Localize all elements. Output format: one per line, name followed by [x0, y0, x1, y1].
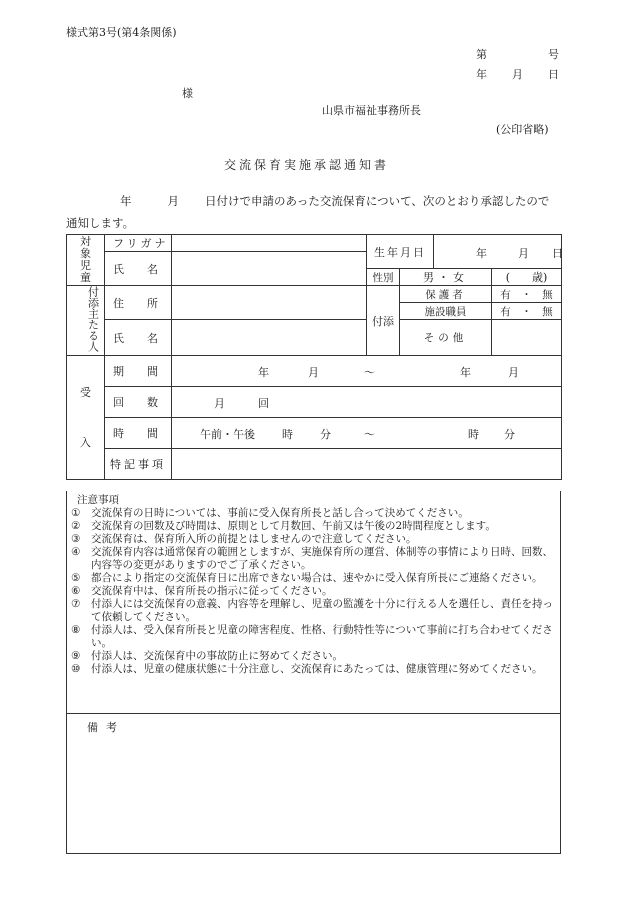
note-item: [71, 572, 556, 585]
note-number: ⑦: [71, 598, 81, 610]
time-start-hour: 時: [282, 428, 293, 441]
note-number: ⑤: [71, 572, 81, 584]
birth-date-label: 生年月日: [367, 235, 434, 269]
child-name-label: 氏 名: [105, 252, 172, 286]
date-day: 日: [548, 68, 559, 81]
time-ampm: 午前・午後: [200, 428, 255, 441]
other-label: その他: [400, 320, 492, 356]
sender: 山県市福祉事務所長: [322, 104, 421, 117]
time-field[interactable]: [172, 418, 562, 449]
attendant-name-field[interactable]: [172, 320, 367, 356]
period-end-month: 月: [508, 366, 519, 379]
attendant-label: 付添: [367, 286, 400, 356]
count-label: 回 数: [105, 387, 172, 418]
note-item: [71, 585, 556, 598]
date-month: 月: [512, 68, 523, 81]
note-item: [71, 533, 556, 546]
furigana-label: フリガナ: [105, 235, 172, 252]
form-table: [66, 234, 562, 480]
count-times: 回: [258, 397, 269, 410]
sex-field[interactable]: 男・女: [400, 269, 492, 286]
count-field[interactable]: [172, 387, 562, 418]
note-item: [71, 650, 556, 663]
child-section-label: 対象児童: [67, 235, 105, 286]
note-text: 付添人は、児童の健康状態に十分注意し、交流保育にあたっては、健康管理に努めてください。: [91, 663, 543, 675]
time-start-minute: 分: [320, 428, 331, 441]
doc-no-suffix: 号: [548, 48, 559, 61]
notes-section: [66, 491, 561, 714]
note-number: ②: [71, 520, 81, 532]
time-end-hour: 時: [468, 428, 479, 441]
note-number: ⑥: [71, 585, 81, 597]
facility-staff-label: 施設職員: [400, 303, 492, 320]
seal-note: (公印省略): [496, 123, 549, 136]
note-item: [71, 507, 556, 520]
time-end-minute: 分: [504, 428, 515, 441]
address-field[interactable]: [172, 286, 367, 320]
guardian-label: 保護者: [400, 286, 492, 303]
acceptance-section-label: 受入: [67, 356, 105, 480]
period-tilde: ～: [364, 366, 375, 379]
note-text: 交流保育の回数及び時間は、原則として月数回、午前又は午後の2時間程度とします。: [91, 520, 496, 532]
note-text: 交流保育中は、保育所長の指示に従ってください。: [91, 585, 333, 597]
body-month: 月: [167, 194, 179, 208]
address-label: 住 所: [105, 286, 172, 320]
note-text: 付添人は、交流保育中の事故防止に努めてください。: [91, 650, 343, 662]
time-label: 時 間: [105, 418, 172, 449]
note-item: [71, 546, 556, 572]
period-end-year: 年: [460, 366, 471, 379]
special-notes-label: 特記事項: [105, 449, 172, 480]
period-field[interactable]: [172, 356, 562, 387]
note-item: [71, 520, 556, 533]
count-month: 月: [214, 397, 225, 410]
facility-staff-field[interactable]: 有 ・ 無: [492, 303, 562, 320]
date-year: 年: [476, 68, 487, 81]
notes-title: 注意事項: [77, 494, 119, 506]
child-name-field[interactable]: [172, 252, 367, 286]
note-text: 交流保育の日時については、事前に受入保育所長と話し合って決めてください。: [91, 507, 469, 519]
document-title: 交流保育実施承認通知書: [224, 158, 390, 172]
note-number: ④: [71, 546, 81, 558]
body-sentence: 日付けで申請のあった交流保育について、次のとおり承認したので通知します。: [66, 194, 550, 230]
form-number: 様式第3号(第4条関係): [66, 26, 177, 39]
note-text: 付添人は、受入保育所長と児童の障害程度、性格、行動特性等について事前に打ち合わせてください。: [91, 624, 553, 649]
doc-no-prefix: 第: [476, 48, 487, 61]
period-label: 期 間: [105, 356, 172, 387]
note-number: ③: [71, 533, 81, 545]
body-text: [66, 190, 560, 234]
special-notes-field[interactable]: [172, 449, 562, 480]
note-item: [71, 624, 556, 650]
time-tilde: ～: [364, 428, 375, 441]
remarks-label: 備考: [87, 721, 125, 734]
period-start-month: 月: [308, 366, 319, 379]
birth-date-field[interactable]: [434, 235, 562, 269]
note-text: 付添人には交流保育の意義、内容等を理解し、児童の監護を十分に行える人を選任し、責任を持って依頼してください。: [91, 598, 553, 623]
note-number: ⑩: [71, 663, 81, 675]
age-field[interactable]: ( 歳): [492, 269, 562, 286]
other-field[interactable]: [492, 320, 562, 356]
note-number: ⑨: [71, 650, 81, 662]
guardian-field[interactable]: 有 ・ 無: [492, 286, 562, 303]
note-number: ⑧: [71, 624, 81, 636]
body-year: 年: [120, 194, 132, 208]
note-text: 交流保育内容は通常保育の範囲としますが、実施保育所の運営、体制等の事情により日時、回数、内容等の変更がありますのでご了承ください。: [91, 546, 553, 571]
birth-day: 日: [552, 246, 563, 260]
remarks-section[interactable]: [66, 714, 561, 854]
note-item: [71, 663, 556, 676]
birth-year: 年: [476, 246, 487, 260]
birth-month: 月: [518, 246, 529, 260]
furigana-field[interactable]: [172, 235, 367, 252]
addressee: 様: [182, 87, 193, 100]
note-text: 交流保育は、保育所入所の前提とはしませんので注意してください。: [91, 533, 417, 545]
sex-label: 性別: [367, 269, 400, 286]
attendant-section-label: 付添主たる人: [67, 286, 105, 356]
period-start-year: 年: [258, 366, 269, 379]
note-item: [71, 598, 556, 624]
note-text: 都合により指定の交流保育日に出席できない場合は、速やかに受入保育所長にご連絡ください。: [91, 572, 543, 584]
note-number: ①: [71, 507, 81, 519]
attendant-name-label: 氏 名: [105, 320, 172, 356]
